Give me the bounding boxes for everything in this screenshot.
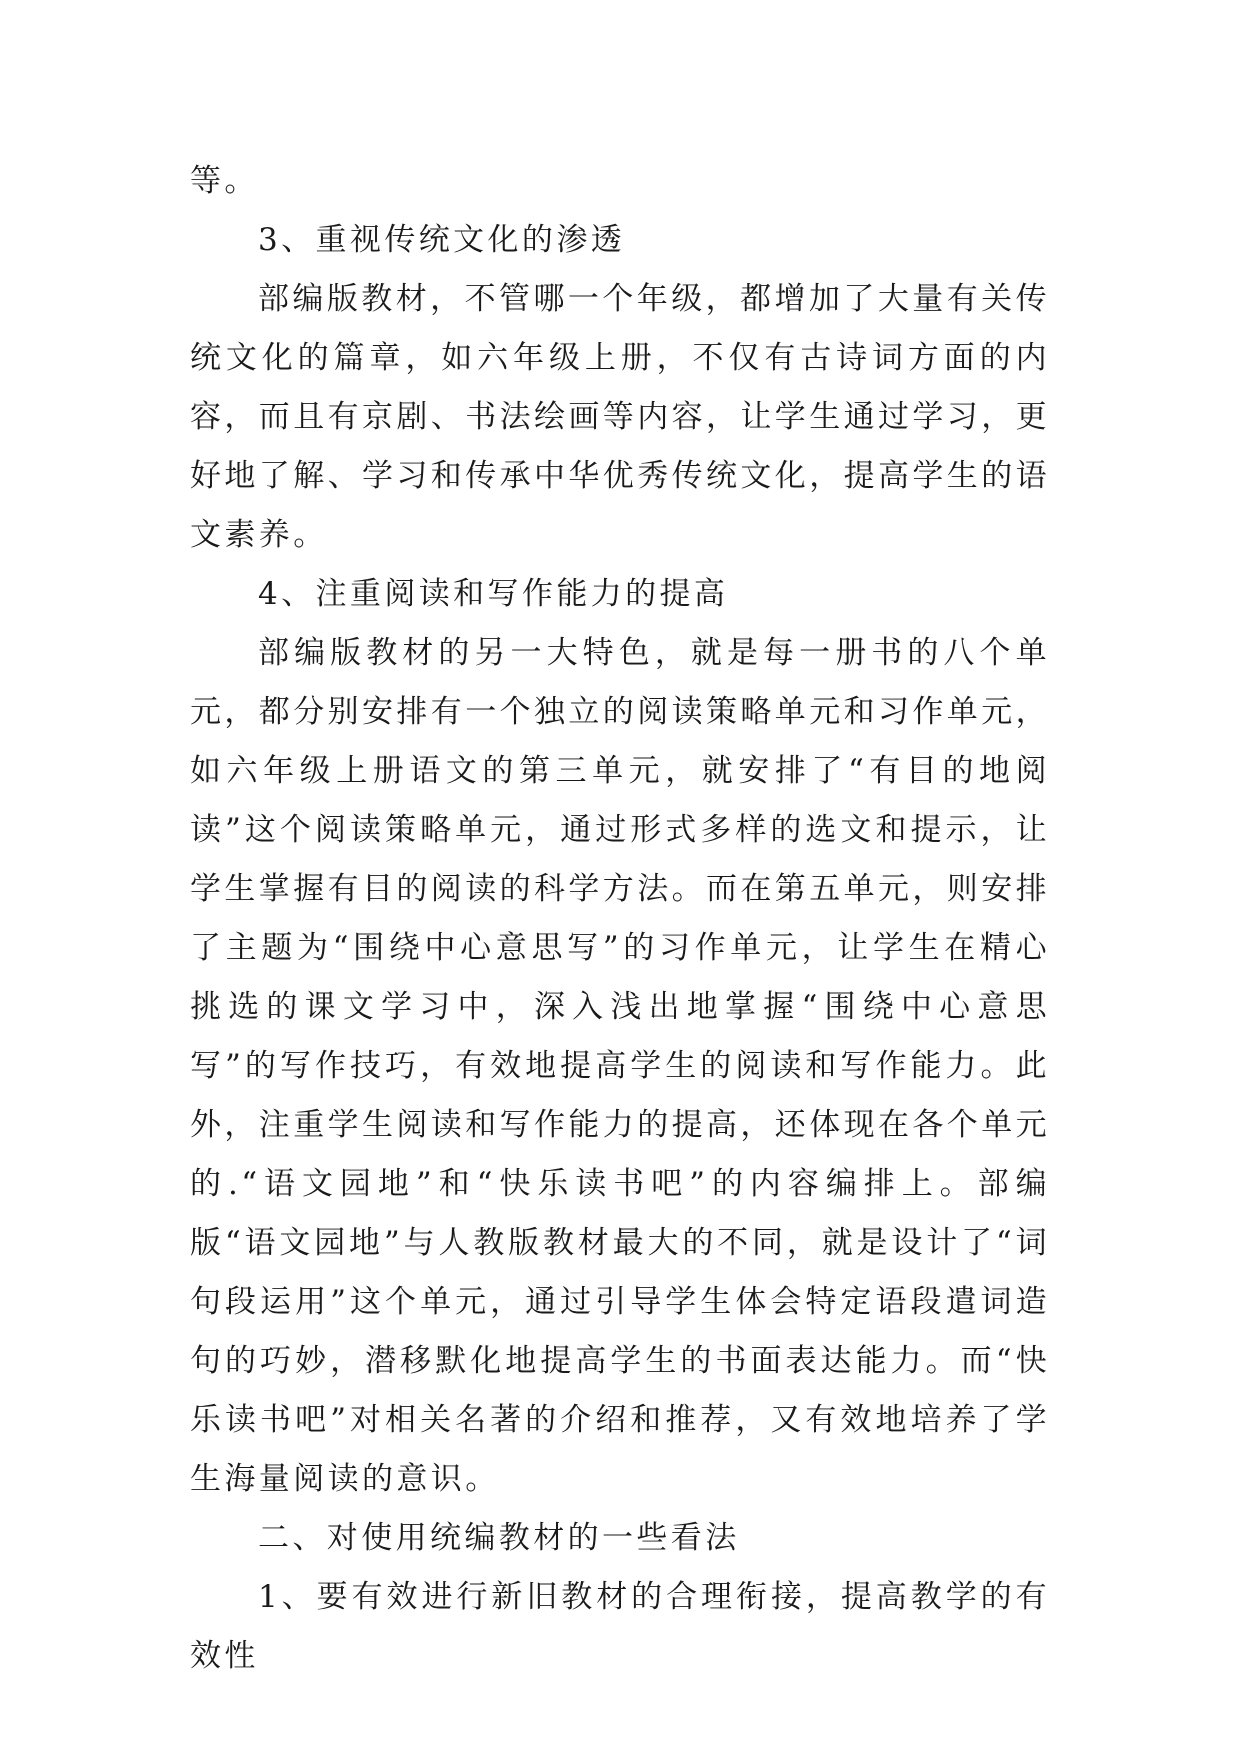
heading-views-on-textbook: 二、对使用统编教材的一些看法 [258,1520,740,1556]
heading-reading-writing: 4、注重阅读和写作能力的提高 [258,576,729,612]
document-body [190,152,1050,1686]
heading-traditional-culture: 3、重视传统文化的渗透 [258,222,626,258]
paragraph-traditional-culture: 部编版教材，不管哪一个年级，都增加了大量有关传统文化的篇章，如六年级上册，不仅有古诗词方面的内容，而且有京剧、书法绘画等内容，让学生通过学习，更好地了解、学习和传承中华优秀传统文化，提高学生的语文素养。 [190,281,1050,553]
paragraph-continuation: 等。 [190,163,259,199]
heading-textbook-transition: 1、要有效进行新旧教材的合理衔接，提高教学的有效性 [190,1579,1050,1674]
paragraph-reading-writing: 部编版教材的另一大特色，就是每一册书的八个单元，都分别安排有一个独立的阅读策略单元和习作单元，如六年级上册语文的第三单元，就安排了“有目的地阅读”这个阅读策略单元，通过形式多样的选文和提示，让学生掌握有目的阅读的科学方法。而在第五单元，则安排了主题为“围绕中心意思写”的习作单元，让学生在精心挑选的课文学习中，深入浅出地掌握“围绕中心意思写”的写作技巧，有效地提高学生的阅读和写作能力。此外，注重学生阅读和写作能力的提高，还体现在各个单元的.“语文园地”和“快乐读书吧”的内容编排上。部编版“语文园地”与人教版教材最大的不同，就是设计了“词句段运用”这个单元，通过引导学生体会特定语段遣词造句的巧妙，潜移默化地提高学生的书面表达能力。而“快乐读书吧”对相关名著的介绍和推荐，又有效地培养了学生海量阅读的意识。 [190,635,1050,1497]
